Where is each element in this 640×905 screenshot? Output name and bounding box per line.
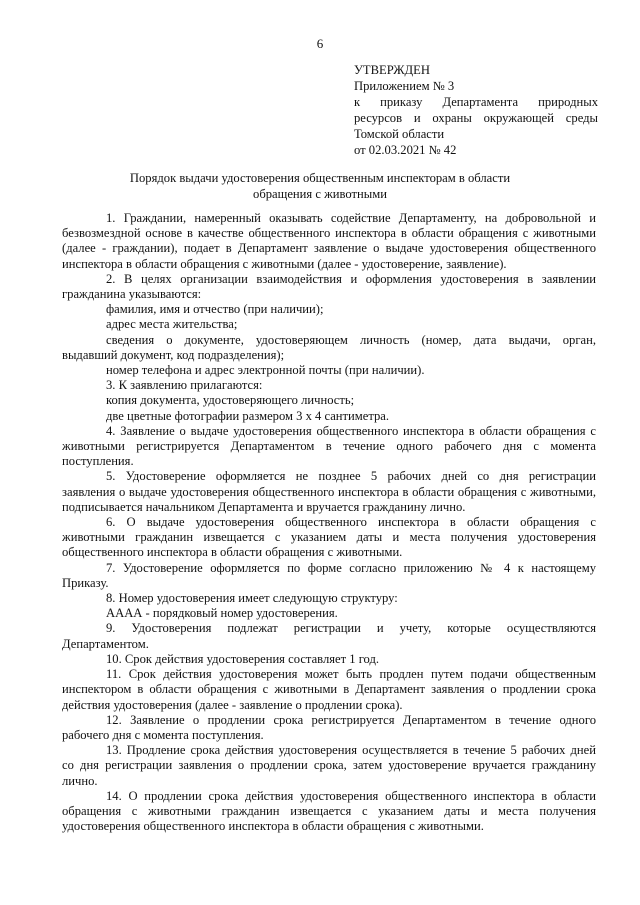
paragraph (62, 332, 596, 363)
page-number: 6 (316, 36, 324, 51)
paragraph-continuation: со дня регистрации заявления о продлении срока, затем удостоверение вручается гражданину лично. (62, 758, 596, 788)
paragraph (62, 743, 596, 789)
paragraph-first-line: 3. К заявлению прилагаются: (106, 378, 263, 393)
paragraph-continuation: гражданина указываются: (62, 287, 202, 302)
paragraph-first-line: две цветные фотографии размером 3 х 4 сантиметра. (106, 408, 390, 423)
paragraph-first-line: 5. Удостоверение оформляется не позднее 5 рабочих дней со дня регистрации (106, 469, 596, 484)
paragraph-first-line: номер телефона и адрес электронной почты (при наличии). (106, 363, 425, 378)
document-title (40, 171, 600, 202)
approval-line: к приказу Департамента природных (354, 95, 598, 109)
paragraph-continuation: рабочего дня с момента поступления. (62, 727, 264, 742)
paragraph (62, 423, 596, 470)
paragraph-continuation: безвозмездной основе в качестве общественного инспектора в области обращения с животными (далее - граждании), подает в Департамент заявление о выдаче удостоверения общественного инспектора в области обращения с животными (далее - удостоверение, заявление). (62, 226, 596, 271)
paragraph-first-line: 9. Удостоверения подлежат регистрации и учету, которые осуществляются (106, 621, 596, 636)
approval-block (354, 62, 598, 158)
paragraph (62, 621, 596, 651)
document-body (62, 211, 596, 834)
paragraph (106, 317, 596, 332)
paragraph-continuation: заявления о выдаче удостоверения общественного инспектора в области обращения с животными, подписывается начальником Департамента и вручается гражданину лично. (62, 484, 596, 514)
title-line: Порядок выдачи удостоверения общественным инспекторам в области (129, 171, 511, 185)
paragraph-continuation: инспектором в области обращения с животными в Департамент заявления о продлении срока действия удостоверения (далее - заявление о продлении срока). (62, 682, 596, 712)
paragraph (62, 515, 596, 561)
paragraph-first-line: 12. Заявление о продлении срока регистрируется Департаментом в течение одного (106, 712, 596, 727)
paragraph (62, 211, 596, 272)
paragraph (106, 606, 596, 621)
paragraph-continuation: животными гражданин извещается с указанием даты и места получения удостоверения общественного инспектора в области обращения с животными. (62, 530, 596, 560)
paragraph-first-line: сведения о документе, удостоверяющем личность (номер, дата выдачи, орган, (106, 332, 596, 347)
paragraph-first-line: 6. О выдаче удостоверения общественного инспектора в области обращения с (106, 515, 596, 530)
paragraph-first-line: 14. О продлении срока действия удостоверения общественного инспектора в области (106, 788, 596, 803)
title-line: обращения с животными (253, 186, 387, 201)
paragraph (62, 712, 596, 743)
paragraph-first-line: 10. Срок действия удостоверения составляет 1 год. (106, 651, 380, 666)
approval-heading: УТВЕРЖДЕН (354, 63, 430, 77)
paragraph-first-line: адрес места жительства; (106, 317, 238, 332)
paragraph-continuation: Приказу. (62, 575, 109, 590)
paragraph-first-line: 7. Удостоверение оформляется по форме согласно приложению № 4 к настоящему (106, 560, 596, 575)
paragraph (62, 271, 596, 302)
paragraph (62, 469, 596, 515)
paragraph (106, 591, 596, 606)
paragraph-first-line: копия документа, удостоверяющего личность; (106, 393, 355, 408)
paragraph-first-line: 2. В целях организации взаимодействия и оформления удостоверения в заявлении (106, 271, 596, 286)
approval-line: Томской области (354, 127, 445, 141)
paragraph-first-line: фамилия, имя и отчество (при наличии); (106, 302, 324, 317)
paragraph-first-line: 8. Номер удостоверения имеет следующую структуру: (106, 591, 398, 606)
paragraph (106, 409, 596, 424)
paragraph (62, 560, 596, 591)
paragraph-first-line: 4. Заявление о выдаче удостоверения общественного инспектора в области обращения с (106, 423, 596, 438)
paragraph (106, 363, 596, 378)
paragraph (62, 788, 596, 835)
approval-line: ресурсов и охраны окружающей среды (354, 111, 598, 125)
paragraph (62, 667, 596, 713)
paragraph-first-line: 13. Продление срока действия удостоверения осуществляется в течение 5 рабочих дней (106, 743, 596, 758)
paragraph (106, 652, 596, 667)
paragraph-continuation: выдавший документ, код подразделения); (62, 347, 285, 362)
paragraph (106, 302, 596, 317)
paragraph (106, 378, 596, 393)
paragraph-continuation: животными регистрируется Департаментом в течение одного рабочего дня с момента поступления. (62, 439, 596, 469)
paragraph-first-line: АААА - порядковый номер удостоверения. (106, 606, 338, 621)
approval-date: от 02.03.2021 № 42 (354, 143, 457, 157)
paragraph-first-line: 1. Граждании, намеренный оказывать содействие Департаменту, на добровольной и (106, 211, 596, 225)
paragraph-first-line: 11. Срок действия удостоверения может быть продлен путем подачи общественным (106, 667, 596, 682)
paragraph-continuation: обращения с животными гражданин извещается с указанием даты и места получения удостоверения общественного инспектора в области обращения с животными. (62, 803, 596, 834)
paragraph (106, 393, 596, 408)
paragraph-continuation: Департаментом. (62, 636, 149, 651)
approval-line: Приложением № 3 (354, 79, 455, 93)
